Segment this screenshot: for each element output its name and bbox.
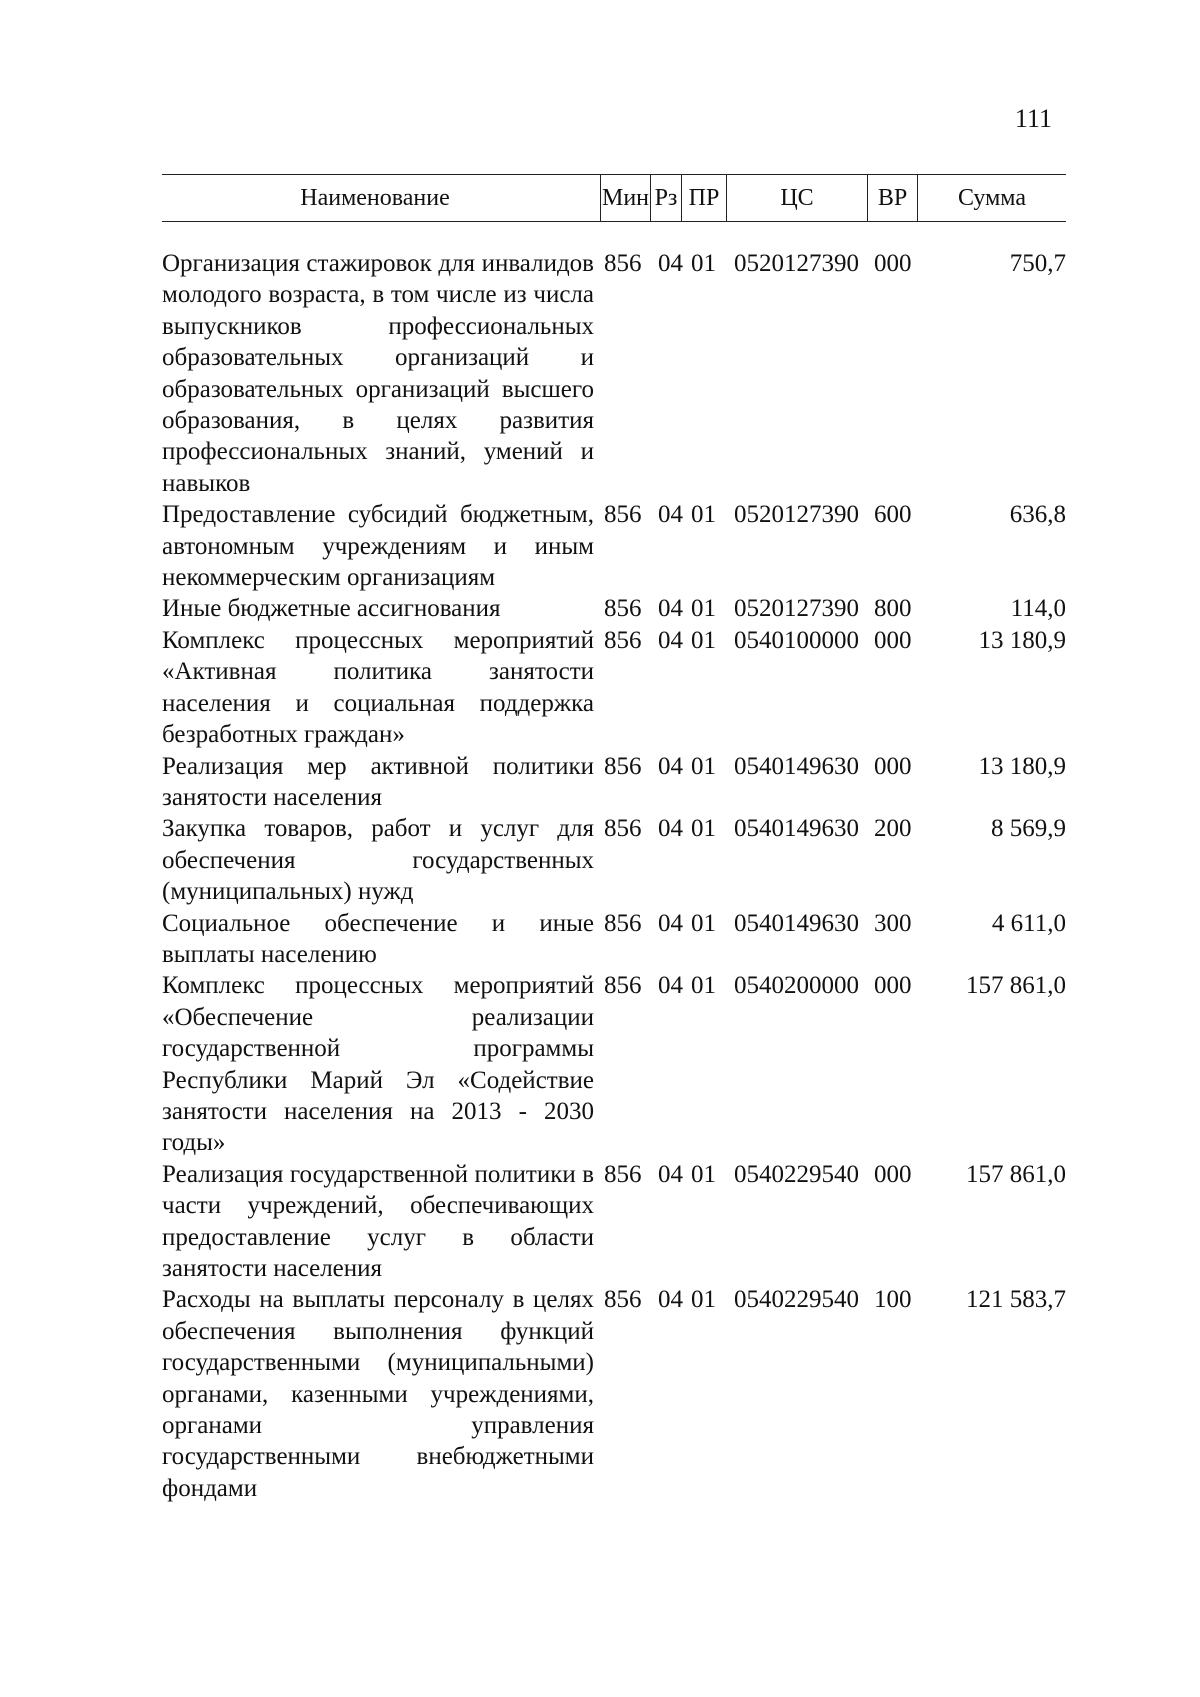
row-cs: 0540149630 <box>734 909 859 937</box>
row-vr: 000 <box>874 972 912 1000</box>
row-min: 856 <box>604 626 642 654</box>
row-pr: 01 <box>691 972 716 1000</box>
table-row <box>162 593 1066 624</box>
row-sum: 8 569,9 <box>991 815 1066 843</box>
row-vr: 000 <box>874 1160 912 1188</box>
table-header <box>162 174 1066 222</box>
row-sum: 13 180,9 <box>978 752 1066 780</box>
row-name: Расходы на выплаты персоналу в целях обеспечения выполнения функций государственными (муниципальными) органами, казенными учреждениями, органами управления государственными внебюджетными фондами <box>162 1286 594 1502</box>
row-pr: 01 <box>691 752 716 780</box>
row-min: 856 <box>604 595 642 623</box>
row-sum: 4 611,0 <box>991 909 1066 937</box>
table-row <box>162 625 1066 751</box>
header-rz: Рз <box>650 175 681 221</box>
row-vr: 000 <box>874 250 912 277</box>
row-vr: 100 <box>874 1286 912 1314</box>
row-rz: 04 <box>658 972 683 1000</box>
row-pr: 01 <box>691 250 716 277</box>
row-min: 856 <box>604 909 642 937</box>
row-name: Предоставление субсидий бюджетным, автономным учреждениям и иным некоммерческим организациям <box>162 501 594 592</box>
row-name: Организация стажировок для инвалидов молодого возраста, в том числе из числа выпускников профессиональных образовательных организаций и образовательных организаций высшего образования, в целях развития профессиональных знаний, умений и навыков <box>162 250 594 497</box>
row-name: Социальное обеспечение и иные выплаты населению <box>162 909 594 968</box>
table-row <box>162 908 1066 971</box>
row-min: 856 <box>604 1160 642 1188</box>
row-vr: 000 <box>874 752 912 780</box>
row-rz: 04 <box>658 752 683 780</box>
row-sum: 636,8 <box>1009 501 1066 529</box>
page-number: 111 <box>1014 104 1052 133</box>
row-min: 856 <box>604 250 642 277</box>
table-row <box>162 1159 1066 1285</box>
row-pr: 01 <box>691 1160 716 1188</box>
row-cs: 0540200000 <box>734 972 859 1000</box>
row-cs: 0520127390 <box>734 501 859 529</box>
row-name: Реализация государственной политики в части учреждений, обеспечивающих предоставление услуг в области занятости населения <box>162 1160 594 1282</box>
row-vr: 200 <box>874 815 912 843</box>
row-rz: 04 <box>658 909 683 937</box>
row-sum: 750,7 <box>1009 250 1066 277</box>
row-name: Комплекс процессных мероприятий «Активная политика занятости населения и социальная поддержка безработных граждан» <box>162 626 594 749</box>
table-row <box>162 970 1066 1158</box>
row-cs: 0540229540 <box>734 1160 859 1188</box>
row-pr: 01 <box>691 1286 716 1314</box>
row-sum: 157 861,0 <box>966 1160 1066 1188</box>
row-cs: 0540149630 <box>734 752 859 780</box>
row-rz: 04 <box>658 815 683 843</box>
row-cs: 0540100000 <box>734 626 859 654</box>
row-vr: 300 <box>874 909 912 937</box>
row-min: 856 <box>604 1286 642 1314</box>
header-pr: ПР <box>681 175 726 221</box>
row-name: Реализация мер активной политики занятости населения <box>162 752 594 811</box>
row-min: 856 <box>604 752 642 780</box>
row-rz: 04 <box>658 250 683 277</box>
header-cs: ЦС <box>726 175 867 221</box>
table-row <box>162 248 1066 499</box>
row-sum: 13 180,9 <box>978 626 1066 654</box>
header-min: Мин <box>600 175 650 221</box>
row-rz: 04 <box>658 1286 683 1314</box>
row-pr: 01 <box>691 501 716 529</box>
row-vr: 600 <box>874 501 912 529</box>
table-row <box>162 813 1066 907</box>
row-cs: 0520127390 <box>734 250 859 277</box>
row-cs: 0540149630 <box>734 815 859 843</box>
row-name: Закупка товаров, работ и услуг для обеспечения государственных (муниципальных) нужд <box>162 815 594 906</box>
row-pr: 01 <box>691 815 716 843</box>
row-name: Комплекс процессных мероприятий «Обеспечение реализации государственной программы Республики Марий Эл «Содействие занятости населения на 2013 - 2030 годы» <box>162 972 594 1157</box>
row-min: 856 <box>604 815 642 843</box>
row-sum: 157 861,0 <box>966 972 1066 1000</box>
row-pr: 01 <box>691 595 716 623</box>
header-sum: Сумма <box>917 175 1066 221</box>
row-name: Иные бюджетные ассигнования <box>162 595 501 623</box>
row-rz: 04 <box>658 501 683 529</box>
row-sum: 114,0 <box>1010 595 1066 623</box>
table-row <box>162 751 1066 814</box>
table-body <box>162 248 1066 1504</box>
row-min: 856 <box>604 972 642 1000</box>
row-vr: 000 <box>874 626 912 654</box>
row-pr: 01 <box>691 909 716 937</box>
header-vr: ВР <box>867 175 917 221</box>
table-row <box>162 1284 1066 1504</box>
row-cs: 0540229540 <box>734 1286 859 1314</box>
row-rz: 04 <box>658 595 683 623</box>
row-vr: 800 <box>874 595 912 623</box>
table-row <box>162 499 1066 593</box>
row-rz: 04 <box>658 1160 683 1188</box>
row-rz: 04 <box>658 626 683 654</box>
row-sum: 121 583,7 <box>966 1286 1066 1314</box>
row-cs: 0520127390 <box>734 595 859 623</box>
row-pr: 01 <box>691 626 716 654</box>
row-min: 856 <box>604 501 642 529</box>
header-name: Наименование <box>300 185 450 211</box>
